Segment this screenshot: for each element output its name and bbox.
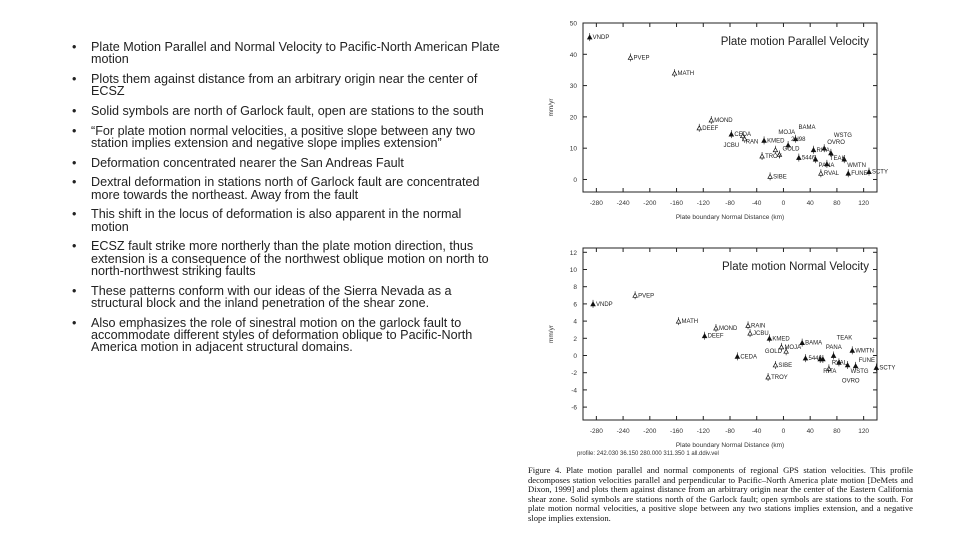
bullet-item (72, 285, 502, 310)
point-label: FUNE (858, 357, 875, 364)
x-tick-label: 120 (858, 200, 870, 207)
point-label: DEEF (707, 333, 724, 340)
point-label: MATH (681, 319, 699, 326)
bullet-icon: • (72, 175, 77, 190)
x-tick-label: -160 (670, 428, 684, 435)
bullet-item (72, 176, 502, 201)
x-tick-label: -40 (752, 428, 762, 435)
point-label: CEDA (740, 354, 758, 361)
data-point (762, 138, 766, 142)
bullet-icon: • (72, 104, 77, 118)
data-point (748, 331, 752, 335)
bullet-item (72, 73, 502, 98)
x-tick-label: -40 (752, 200, 762, 207)
x-axis-label: Plate boundary Normal Distance (km) (675, 214, 785, 221)
point-label: CEDA (734, 132, 752, 139)
y-axis-label: mm/yr (548, 324, 555, 344)
bullet-item (72, 41, 502, 66)
data-point (587, 35, 591, 39)
point-label: WSTG (833, 132, 852, 139)
point-label: RVAL (831, 360, 848, 367)
x-tick-label: -80 (725, 200, 735, 207)
x-tick-label: -120 (696, 428, 710, 435)
chart-title: Plate motion Parallel Velocity (720, 36, 869, 48)
figure-caption: Figure 4. Plate motion parallel and normal components of regional GPS station velocities. This profile decomposes station velocities parallel and perpendicular to Pacific–North America plate motion [DeMets and Dixon, 1999] and plots them against distance from an arbitrary origin near the center of the Eastern California shear zone. Solid symbols are stations north of the Garlock fault; open symbols are stations to the south. For plate motion normal velocities, a positive slope between any two stations implies extension, and a negative slope implies extension. (528, 465, 913, 523)
y-tick-label: 10 (569, 145, 577, 153)
data-point (803, 356, 807, 360)
point-label: PANA (818, 163, 835, 170)
chart-title: Plate motion Normal Velocity (721, 261, 869, 273)
data-point (773, 363, 777, 367)
point-label: GOLD (782, 146, 800, 153)
bullet-icon: • (72, 155, 77, 170)
point-label: 5446 (801, 155, 816, 162)
bullet-icon: • (72, 40, 77, 54)
bullet-text: Dextral deformation in stations north of Garlock fault are concentrated more towards the northeast. Away from the fault (91, 175, 480, 202)
y-tick-label: 50 (569, 20, 577, 28)
bullet-item (72, 317, 502, 354)
bullet-text: Plots them against distance from an arbitrary origin near the center of ECSZ (91, 72, 478, 99)
point-label: MOJA (778, 129, 796, 136)
point-label: SCTY (879, 365, 896, 372)
data-point (773, 148, 777, 152)
bullet-text: These patterns conform with our ideas of the Sierra Nevada as a structural block and the inland penetration of the shear zone. (91, 283, 452, 310)
point-label: TEAK (836, 335, 853, 342)
point-label: OVRO (841, 378, 860, 385)
point-label: 5446 (808, 356, 822, 363)
data-point (874, 366, 878, 370)
x-tick-label: -240 (616, 200, 630, 207)
point-label: OVRO (827, 140, 845, 147)
y-tick-label: 8 (573, 284, 577, 292)
point-label: RITA (823, 368, 837, 375)
y-tick-label: 4 (573, 318, 577, 326)
bullet-text: This shift in the locus of deformation is also apparent in the normal motion (91, 207, 462, 234)
point-label: BAMA (798, 124, 816, 131)
y-tick-label: -4 (571, 387, 577, 395)
y-tick-label: 10 (569, 267, 577, 274)
data-point (768, 174, 772, 178)
y-tick-label: 20 (569, 114, 577, 122)
data-point (797, 156, 801, 160)
bullet-text: ECSZ fault strike more northerly than the plate motion direction, thus extension is a consequence of the northwest oblique motion on north to north-northwest striking faults (91, 239, 489, 278)
y-tick-label: -6 (571, 404, 577, 412)
x-tick-label: 0 (781, 200, 786, 207)
data-point (676, 319, 680, 323)
x-tick-label: -280 (589, 428, 603, 435)
bullet-item (72, 105, 502, 117)
data-point (709, 118, 713, 122)
point-label: MATH (677, 71, 695, 78)
x-tick-label: 80 (833, 200, 841, 207)
bullet-list (72, 41, 502, 361)
data-point (819, 171, 823, 175)
x-tick-label: -80 (725, 428, 735, 435)
data-point (633, 293, 637, 297)
data-point (746, 323, 750, 327)
point-label: SIBE (778, 362, 793, 369)
data-point (766, 375, 770, 379)
x-tick-label: -200 (643, 428, 657, 435)
bullet-item (72, 157, 502, 169)
bullet-item (72, 208, 502, 233)
point-label: DEEF (702, 125, 719, 132)
point-label: KMED (772, 336, 790, 343)
bullet-item (72, 125, 502, 150)
bullet-icon: • (72, 239, 77, 254)
figure-image (507, 10, 930, 540)
data-point (729, 132, 733, 136)
bullet-text: Plate Motion Parallel and Normal Velocity to Pacific-North American Plate motion (91, 40, 500, 67)
point-label: WMTN (847, 163, 866, 170)
y-tick-label: 40 (569, 51, 577, 59)
point-label: JCBU (723, 142, 740, 149)
point-label: PANA (825, 344, 842, 351)
bullet-text: Solid symbols are north of Garlock fault, open are stations to the south (91, 104, 484, 118)
data-point (850, 348, 854, 352)
x-tick-label: -160 (670, 200, 684, 207)
data-point (846, 171, 850, 175)
bullet-item (72, 240, 502, 277)
point-label: RAIN (751, 323, 766, 330)
bullet-text: Deformation concentrated nearer the San Andreas Fault (91, 155, 404, 170)
point-label: BAMA (805, 340, 823, 347)
plot-frame (583, 248, 877, 420)
point-label: GOLD (764, 349, 782, 356)
x-tick-label: -120 (696, 200, 710, 207)
point-label: PVEP (638, 293, 655, 300)
y-tick-label: -2 (571, 370, 577, 378)
point-label: SIBE (773, 174, 787, 181)
x-tick-label: -280 (589, 200, 603, 207)
point-label: VNDP (592, 35, 610, 42)
data-point (735, 354, 739, 358)
point-label: KMED (767, 138, 785, 145)
x-tick-label: -200 (643, 200, 657, 207)
data-point (672, 71, 676, 75)
y-tick-label: 2 (573, 335, 577, 343)
y-tick-label: 30 (569, 83, 577, 91)
point-label: MOJA (784, 344, 802, 351)
data-point (831, 354, 835, 358)
x-tick-label: 80 (833, 428, 841, 435)
x-axis-label: Plate boundary Normal Distance (km) (675, 442, 785, 449)
point-label: RITA (816, 147, 830, 154)
point-label: RAN (745, 139, 759, 146)
y-tick-label: 12 (569, 249, 577, 257)
data-point (697, 126, 701, 130)
point-label: MOND (714, 118, 733, 125)
bullet-icon: • (72, 207, 77, 222)
data-point (714, 326, 718, 330)
y-tick-label: 6 (573, 301, 577, 309)
point-label: TEAK (829, 155, 846, 162)
bullet-text: Also emphasizes the role of sinestral motion on the garlock fault to accommodate different styles of deformation oblique to Pacific-North America motion in adjacent structural domains. (91, 315, 473, 355)
data-point (591, 302, 595, 306)
x-tick-label: 0 (781, 428, 786, 435)
y-tick-label: 0 (573, 176, 577, 184)
point-label: WSTG (850, 368, 869, 375)
x-tick-label: -240 (616, 428, 630, 435)
y-axis-label: mm/yr (548, 98, 555, 117)
x-tick-label: 120 (858, 428, 870, 435)
profile-line: profile: 242.030 36.150 280.000 311.350 1 all.ddiv.vel (577, 451, 719, 457)
bullet-icon: • (72, 315, 77, 330)
data-point (628, 55, 632, 59)
bullet-icon: • (72, 283, 77, 298)
point-label: MOND (718, 325, 738, 332)
data-point (853, 364, 857, 368)
point-label: VNDP (596, 301, 613, 308)
point-label: SCTY (871, 169, 888, 176)
bullet-icon: • (72, 123, 77, 138)
data-point (702, 334, 706, 338)
point-label: RVAL (823, 171, 839, 178)
point-label: WMTN (855, 348, 874, 355)
x-tick-label: 40 (806, 428, 814, 435)
x-tick-label: 40 (806, 200, 814, 207)
point-label: JCBU (753, 331, 769, 338)
point-label: TROY (765, 154, 782, 161)
velocity-charts (507, 10, 930, 450)
point-label: TROY (771, 375, 788, 381)
point-label: FUNE (851, 171, 868, 178)
y-tick-label: 0 (573, 353, 577, 360)
bullet-icon: • (72, 72, 77, 86)
data-point (760, 154, 764, 158)
bullet-text: “For plate motion normal velocities, a positive slope between any two station implies extension and negative slope implies extension” (91, 123, 476, 150)
data-point (811, 148, 815, 152)
point-label: 2H98 (791, 137, 806, 144)
point-label: PVEP (633, 55, 650, 62)
